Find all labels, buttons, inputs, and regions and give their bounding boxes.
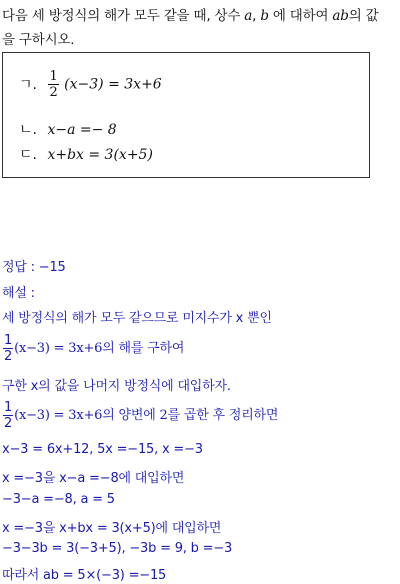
problem-text: 다음 세 방정식의 해가 모두 같을 때, 상수 <box>2 8 245 24</box>
problem-statement <box>2 4 398 52</box>
option-expression: (x−3) = 3x+6 <box>64 76 162 93</box>
solution-line-5: x−3 = 6x+12, 5x =−15, x =−3 <box>2 442 203 457</box>
option-3 <box>19 144 153 164</box>
option-label: ㄴ. <box>19 122 37 138</box>
comma: , <box>252 8 261 24</box>
option-expression: x+bx = 3(x+5) <box>47 147 153 163</box>
solution-line-8: x =−3을 x+bx = 3(x+5)에 대입하면 <box>2 521 222 536</box>
fraction-numerator: 1 <box>49 69 58 84</box>
option-1 <box>19 69 162 100</box>
problem-line-1 <box>2 4 398 28</box>
option-2 <box>19 119 117 139</box>
option-label: ㄱ. <box>19 76 37 93</box>
option-expression: x−a =− 8 <box>47 122 117 138</box>
fraction <box>3 400 13 431</box>
solution-line-9: −3−3b = 3(−3+5), −3b = 9, b =−3 <box>2 541 233 556</box>
var-a: a <box>244 8 253 24</box>
solution-line-4 <box>2 400 398 431</box>
var-b: b <box>260 8 269 24</box>
equation-text: (x−3) = 3x+6의 해를 구하여 <box>14 341 185 356</box>
fraction <box>48 69 58 100</box>
problem-line-2: 을 구하시오. <box>2 32 75 48</box>
equation-text: (x−3) = 3x+6의 양변에 2를 곱한 후 정리하면 <box>14 408 279 423</box>
fraction-numerator: 1 <box>4 400 13 415</box>
answer-line: 정답 : −15 <box>2 260 66 275</box>
solution-line-10: 따라서 ab = 5×(−3) =−15 <box>2 568 167 583</box>
fraction-numerator: 1 <box>4 333 13 348</box>
options-box <box>2 52 370 178</box>
solution-heading: 해설 : <box>2 286 35 301</box>
solution-line-2 <box>2 333 398 364</box>
fraction-denominator: 2 <box>4 349 13 364</box>
solution-line-1: 세 방정식의 해가 모두 같으므로 미지수가 x 뿐인 <box>2 311 272 326</box>
option-label: ㄷ. <box>19 147 37 163</box>
solution-line-3: 구한 x의 값을 나머지 방정식에 대입하자. <box>2 379 231 394</box>
problem-text-post: 의 값 <box>348 8 379 24</box>
fraction <box>3 333 13 364</box>
solution-line-6: x =−3을 x−a =−8에 대입하면 <box>2 471 185 486</box>
solution-line-7: −3−a =−8, a = 5 <box>2 492 115 507</box>
problem-text-mid: 에 대하여 <box>268 8 333 24</box>
fraction-denominator: 2 <box>4 416 13 431</box>
fraction-denominator: 2 <box>49 85 58 100</box>
var-ab: ab <box>332 8 349 24</box>
